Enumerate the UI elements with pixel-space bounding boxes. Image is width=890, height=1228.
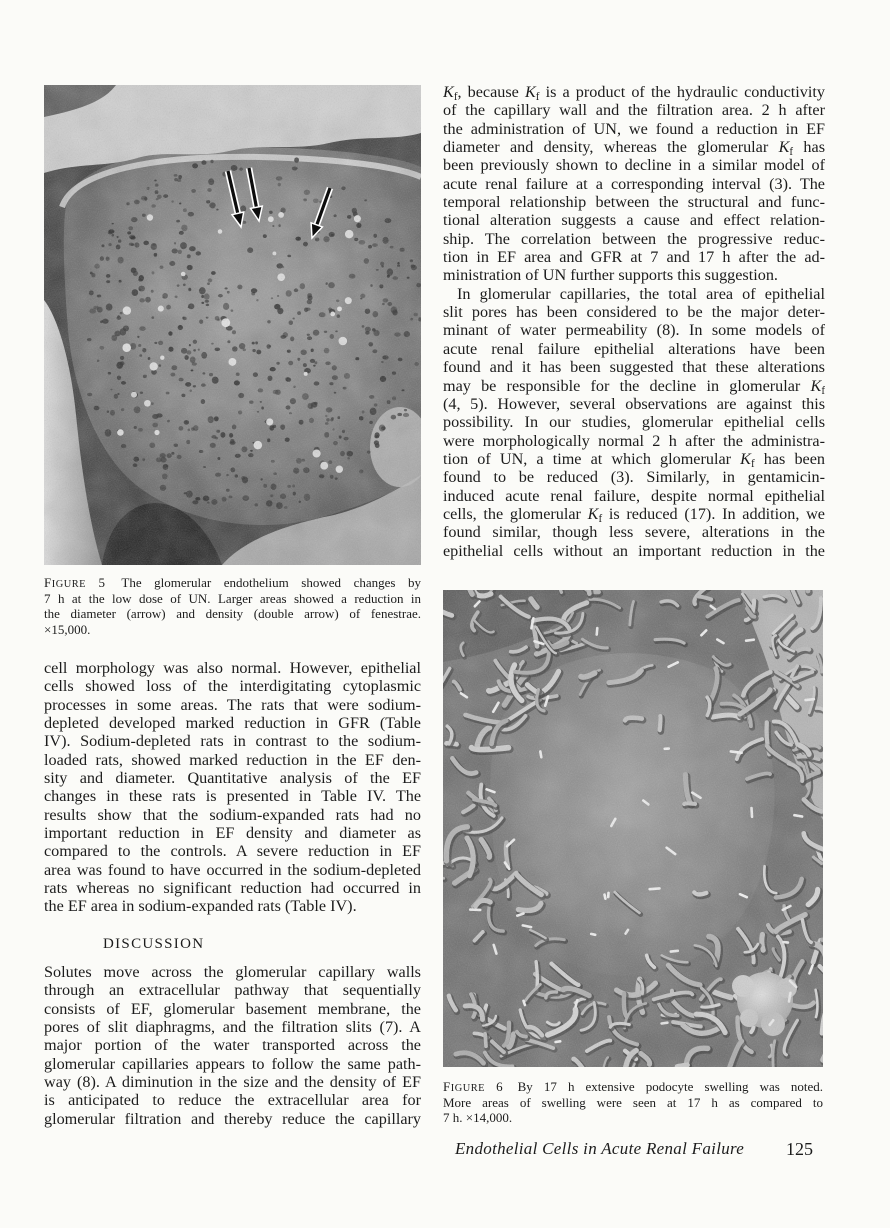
text-line: changes in these rats is presented in Table IV. The [44, 787, 421, 806]
figure-label [443, 1079, 503, 1094]
figure-number: 5 [98, 575, 106, 590]
text-line: consists of EF, glomerular basement membrane, the [44, 999, 421, 1018]
paragraph [443, 285, 825, 560]
text-line: rats whereas no significant reduction had occurred in [44, 879, 421, 898]
text-line: slit pores has been considered to be the major deter- [443, 303, 825, 322]
text-line: depleted developed marked reduction in GFR (Table [44, 714, 421, 733]
text-line: were morphologically normal 2 h after the administra- [443, 431, 825, 450]
figure-label [44, 575, 105, 590]
text-line: area was found to have occurred in the sodium-depleted [44, 860, 421, 879]
text-line: ship. The correlation between the progressive reduc- [443, 229, 825, 248]
figure-number: 6 [496, 1079, 503, 1094]
figure-5-micrograph [44, 85, 421, 565]
text-line: tion of UN, a time at which glomerular $K_f$ has been [443, 449, 825, 469]
text-line: cells showed loss of the interdigitating cytoplasmic [44, 677, 421, 696]
text-line: possibility. In our studies, glomerular epithelial cells [443, 413, 825, 432]
running-title: Endothelial Cells in Acute Renal Failure [455, 1139, 745, 1158]
grain-overlay [44, 85, 421, 565]
text-line: is anticipated to reduce the extracellular area for [44, 1091, 421, 1110]
text-line: of the capillary wall and the filtration area. 2 h after [443, 101, 825, 120]
text-line: loaded rats, showed marked reduction in the EF den- [44, 750, 421, 769]
caption-line [44, 575, 421, 591]
text-line: sity and diameter. Quantitative analysis of the EF [44, 769, 421, 788]
figure-6 [443, 590, 823, 1067]
text-line: temporal relationship between the structural and func- [443, 193, 825, 212]
caption-text: The glomerular endothelium showed changes by [121, 575, 421, 590]
text-line: cell morphology was also normal. However, epithelial [44, 659, 421, 677]
text-line: tion in EF area and GFR at 7 and 17 h after the ad- [443, 248, 825, 267]
section-heading: DISCUSSION [103, 936, 205, 952]
text-line: acute renal failure epithelial alterations have been [443, 339, 825, 358]
caption-line: More areas of swelling were seen at 17 h as compared to [443, 1094, 823, 1110]
text-line: results show that the sodium-expanded rats had no [44, 805, 421, 824]
text-line: induced acute renal failure, despite normal epithelial [443, 486, 825, 505]
text-line: the administration of UN, we found a reduction in EF [443, 119, 825, 138]
text-line: (4, 5). However, several observations are against this [443, 394, 825, 413]
text-line: compared to the controls. A severe reduction in EF [44, 842, 421, 861]
text-line: found and it has been suggested that these alterations [443, 358, 825, 377]
figure-5-caption [44, 575, 421, 638]
text-line: ministration of UN further supports this suggestion. [443, 266, 778, 285]
text-line: glomerular filtration and thereby reduce the capillary [44, 1109, 421, 1128]
text-line: glomerular capillaries appears to follow the same path- [44, 1054, 421, 1073]
figure-label-word: FIGURE [443, 1079, 485, 1094]
caption-line [443, 1079, 823, 1095]
text-line: way (8). A diminution in the size and the density of EF [44, 1073, 421, 1092]
caption-line: the diameter (arrow) and density (double arrow) of fenestrae. [44, 606, 421, 622]
right-column-text [443, 83, 825, 560]
text-line: In glomerular capillaries, the total area of epithelial [457, 284, 825, 303]
figure-5 [44, 85, 421, 565]
text-line: major portion of the water transported across the [44, 1036, 421, 1055]
figure-label-word: FIGURE [44, 575, 86, 590]
caption-line: 7 h at the low dose of UN. Larger areas showed a reduction in [44, 590, 421, 606]
text-line: acute renal failure at a corresponding interval (3). The [443, 174, 825, 193]
text-line: been previously shown to decline in a similar model of [443, 156, 825, 175]
caption-line: ×15,000. [44, 622, 91, 638]
text-line: tional alteration suggests a cause and effect relation- [443, 211, 825, 230]
text-line: $K_f$, because $K_f$ is a product of the hydraulic conductivity [443, 83, 825, 102]
text-line: found similar, though less severe, alterations in the [443, 523, 825, 542]
grain-overlay [443, 590, 823, 1067]
text-line: IV). Sodium-depleted rats in contrast to the sodium- [44, 732, 421, 751]
page-number: 125 [786, 1139, 813, 1159]
caption-text: By 17 h extensive podocyte swelling was noted. [517, 1079, 823, 1094]
text-line: epithelial cells without an important reduction in the [443, 541, 825, 560]
text-line: Solutes move across the glomerular capillary walls [44, 963, 421, 981]
text-line: may be responsible for the decline in glomerular $K_f$ [443, 376, 825, 395]
discussion-paragraph [44, 963, 421, 1128]
text-line: diameter and density, whereas the glomerular $K_f$ has [443, 138, 825, 157]
text-line: found to be reduced (3). Similarly, in gentamicin- [443, 468, 825, 487]
figure-6-micrograph [443, 590, 823, 1067]
caption-line: 7 h. ×14,000. [443, 1110, 513, 1126]
text-line: important reduction in EF density and diameter as [44, 824, 421, 843]
text-line: through an extracellular pathway that sequentially [44, 981, 421, 1000]
results-paragraph [44, 659, 421, 916]
text-line: minant of water permeability (8). In some models of [443, 321, 825, 340]
text-line: pores of slit diaphragms, and the filtration slits (7). A [44, 1018, 421, 1037]
text-line: the EF area in sodium-expanded rats (Table IV). [44, 897, 357, 916]
text-line: cells, the glomerular $K_f$ is reduced (17). In addition, we [443, 504, 825, 524]
figure-6-caption [443, 1079, 823, 1126]
paragraph [443, 83, 825, 285]
text-line: processes in some areas. The rats that were sodium- [44, 695, 421, 714]
